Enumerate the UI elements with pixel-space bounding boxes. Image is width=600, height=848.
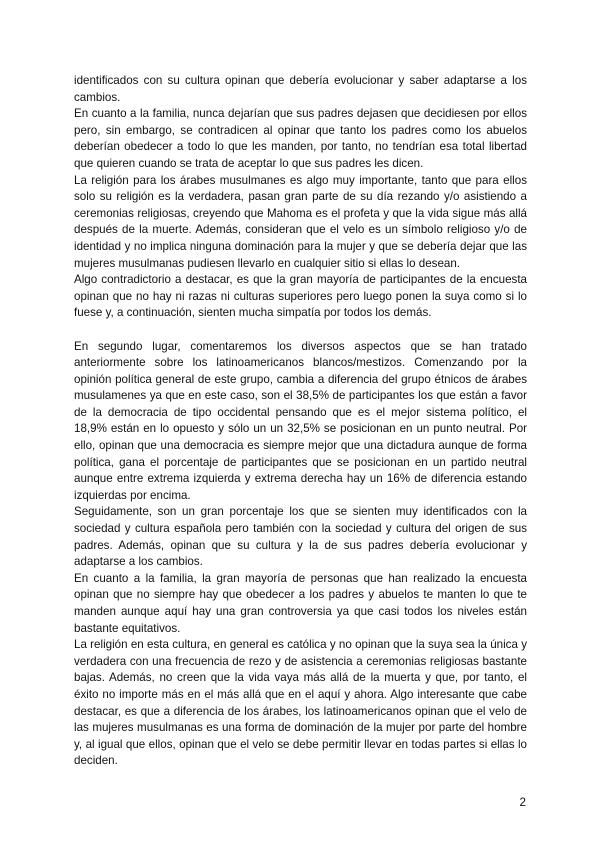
paragraph-gap <box>74 322 527 339</box>
page-number: 2 <box>519 796 526 809</box>
paragraph: Seguidamente, son un gran porcentaje los que se sienten muy identificados con la sociedad y cultura española pero también con la sociedad y cultura del origen de sus padres. Además, opinan que su cultura y la de sus padres debería evolucionar y adaptarse a los cambios. <box>74 505 527 569</box>
body-text <box>74 73 527 770</box>
paragraph: Algo contradictorio a destacar, es que la gran mayoría de participantes de la encuesta opinan que no hay ni razas ni culturas superiores pero luego ponen la suya como si lo fuese y, a continuación, sienten mucha simpatía por todos los demás. <box>74 273 527 320</box>
paragraph: La religión para los árabes musulmanes es algo muy importante, tanto que para ellos solo su religión es la verdadera, pasan gran parte de su día rezando y/o asistiendo a ceremonias religiosas, creyendo que Mahoma es el profeta y que la vida sigue más allá después de la muerte. Además, consideran que el velo es un símbolo religioso y/o de identidad y no implica ninguna dominación para la mujer y que se debería dejar que las mujeres musulmanas pudiesen llevarlo en cualquier sitio si ellas lo desean. <box>74 173 527 270</box>
paragraph: La religión en esta cultura, en general es católica y no opinan que la suya sea la única y verdadera con una frecuencia de rezo y de asistencia a ceremonias religiosas bastante bajas. Además, no creen que la vida vaya más allá de la muerta y que, por tanto, el éxito no importe más en el más allá que en el aquí y ahora. Algo interesante que cabe destacar, es que a diferencia de los árabes, los latinoamericanos opinan que el velo de las mujeres musulmanas es una forma de dominación de la mujer por parte del hombre y, al igual que ellos, opinan que el velo se debe permitir llevar en todas partes si ellas lo deciden. <box>74 638 527 768</box>
paragraph: identificados con su cultura opinan que debería evolucionar y saber adaptarse a los cambios. <box>74 74 527 104</box>
paragraph: En segundo lugar, comentaremos los diversos aspectos que se han tratado anteriormente sobre los latinoamericanos blancos/mestizos. Comenzando por la opinión política general de este grupo, cambia a diferencia del grupo étnicos de árabes musulamenes ya que en este caso, son el 38,5% de participantes los que están a favor de la democracia de tipo occidental pensando que es el mejor sistema político, el 18,9% están en lo opuesto y sólo un un 32,5% se posicionan en un punto neutral. Por ello, opinan que una democracia es siempre mejor que una dictadura aunque de forma política, gana el porcentaje de participantes que se posicionan en un partido neutral aunque entre extrema izquierda y extrema derecha hay un 16% de diferencia estando izquierdas por encima. <box>74 339 527 502</box>
paragraph: En cuanto a la familia, la gran mayoría de personas que han realizado la encuesta opinan que no siempre hay que obedecer a los padres y abuelos te manten lo que te manden aunque aquí hay una gran controversia ya que casi todos los niveles están bastante equitativos. <box>74 571 527 635</box>
paragraph: En cuanto a la familia, nunca dejarían que sus padres dejasen que decidiesen por ellos pero, sin embargo, se contradicen al opinar que tanto los padres como los abuelos deberían obedecer a todo lo que les manden, por tanto, no tendrían esa total libertad que quieren cuando se trata de aceptar lo que sus padres les dicen. <box>74 107 527 170</box>
